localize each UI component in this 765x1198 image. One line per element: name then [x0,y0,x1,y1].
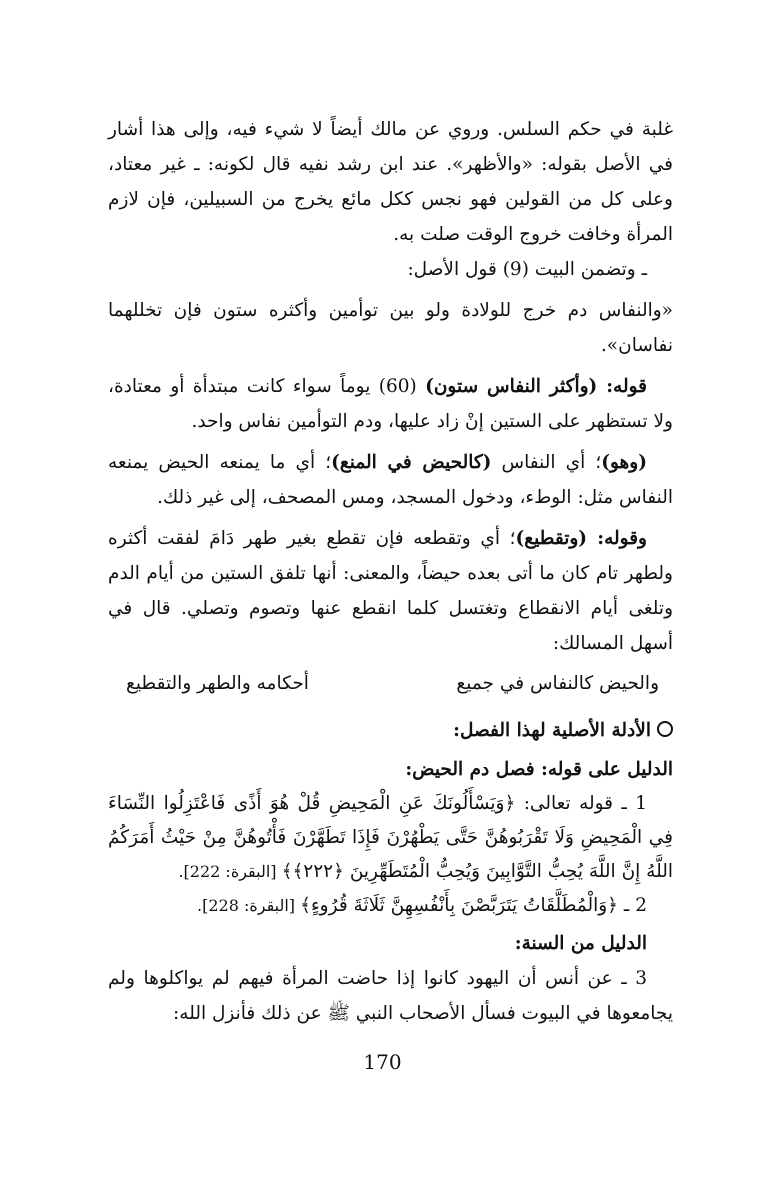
paragraph-3-quote: «والنفاس دم خرج للولادة ولو بين توأمين وأكثره ستون فإن تخللهما نفاسان». [108,300,673,356]
paragraph-2: ـ وتضمن البيت (9) قول الأصل: [407,259,647,280]
section-heading-text: الأدلة الأصلية لهذا الفصل: [453,720,651,741]
p6-lead: وقوله: [587,528,647,549]
quran-2-intro: 2 ـ [618,895,647,916]
poem-hemistich-right: والحيض كالنفاس في جميع [456,673,659,694]
p6-rest: ؛ أي وتقطعه فإن تقطع بغير طهر دَامَ لفقت أكثره ولطهر تام كان ما أتى بعده حيضاً، والمعنى: أنها تلفق الستين من أيام الدم وتلغى أيام الانقطاع وتغتسل كلما انقطع عنها وتصوم وتصلي. قال في أسهل المسالك: [108,528,673,654]
sunnah-heading: الدليل من السنة: [514,933,647,954]
quran-2-source: [البقرة: 228]. [197,896,301,915]
p5-bold-1: (وهو) [601,452,647,473]
poem-verse [108,665,673,703]
quran-verse-1 [108,787,673,889]
paragraph-5 [108,445,673,515]
paragraph-6 [108,521,673,661]
page-number: 170 [363,1050,402,1074]
hadith-paragraph: 3 ـ عن أنس أن اليهود كانوا إذا حاضت المرأة فيهم لم يواكلوها ولم يجامعوها في البيوت فسأل الأصحاب النبي ﷺ عن ذلك فأنزل الله: [108,968,673,1024]
paragraph-4 [108,369,673,439]
evidence-quran-heading: الدليل على قوله: فصل دم الحيض: [405,759,673,780]
paragraph-1: غلبة في حكم السلس. وروي عن مالك أيضاً لا شيء فيه، وإلى هذا أشار في الأصل بقوله: «والأظهر». عند ابن رشد نفيه قال لكونه: ـ غير معتاد، وعلى كل من القولين فهو نجس ككل مائع يخرج من السبيلين، فإن لازم المرأة وخافت خروج الوقت صلت به. [108,119,673,245]
p5-mid: ؛ أي النفاس [491,452,602,473]
p4-lead: قوله: [597,376,647,397]
quran-2-text: ﴿وَالْمُطَلَّقَاتُ يَتَرَبَّصْنَ بِأَنْفُسِهِنَّ ثَلَاثَةَ قُرُوءٍ﴾ [300,895,619,916]
quran-1-intro: 1 ـ قوله تعالى: [515,793,647,814]
p5-bold-2: (كالحيض في المنع) [331,452,492,473]
p5-rest: ؛ أي ما يمنعه الحيض يمنعه النفاس مثل: الوطء، ودخول المسجد، ومس المصحف، إلى غير ذلك. [108,452,673,508]
circle-bullet-icon [657,721,673,737]
section-heading [108,713,673,749]
quran-verse-2 [108,889,673,923]
quran-1-source: [البقرة: 222]. [178,862,282,881]
poem-hemistich-left: أحكامه والطهر والتقطيع [126,673,309,694]
p4-bold: (وأكثر النفاس ستون) [425,376,598,397]
p6-bold: (وتقطيع) [515,528,588,549]
quran-1-text: ﴿وَيَسْأَلُونَكَ عَنِ الْمَحِيضِ قُلْ هُوَ أَذًى فَاعْتَزِلُوا النِّسَاءَ فِي الْمَحِيضِ وَلَا تَقْرَبُوهُنَّ حَتَّى يَطْهُرْنَ فَإِذَا تَطَهَّرْنَ فَأْتُوهُنَّ مِنْ حَيْثُ أَمَرَكُمُ اللَّهُ إِنَّ اللَّهَ يُحِبُّ التَّوَّابِينَ وَيُحِبُّ الْمُتَطَهِّرِينَ ﴿٢٢٢﴾﴾ [108,793,673,882]
p4-rest: (60) يوماً سواء كانت مبتدأة أو معتادة، ولا تستظهر على الستين إنْ زاد عليها، ودم التوأمين نفاس واحد. [108,376,673,432]
